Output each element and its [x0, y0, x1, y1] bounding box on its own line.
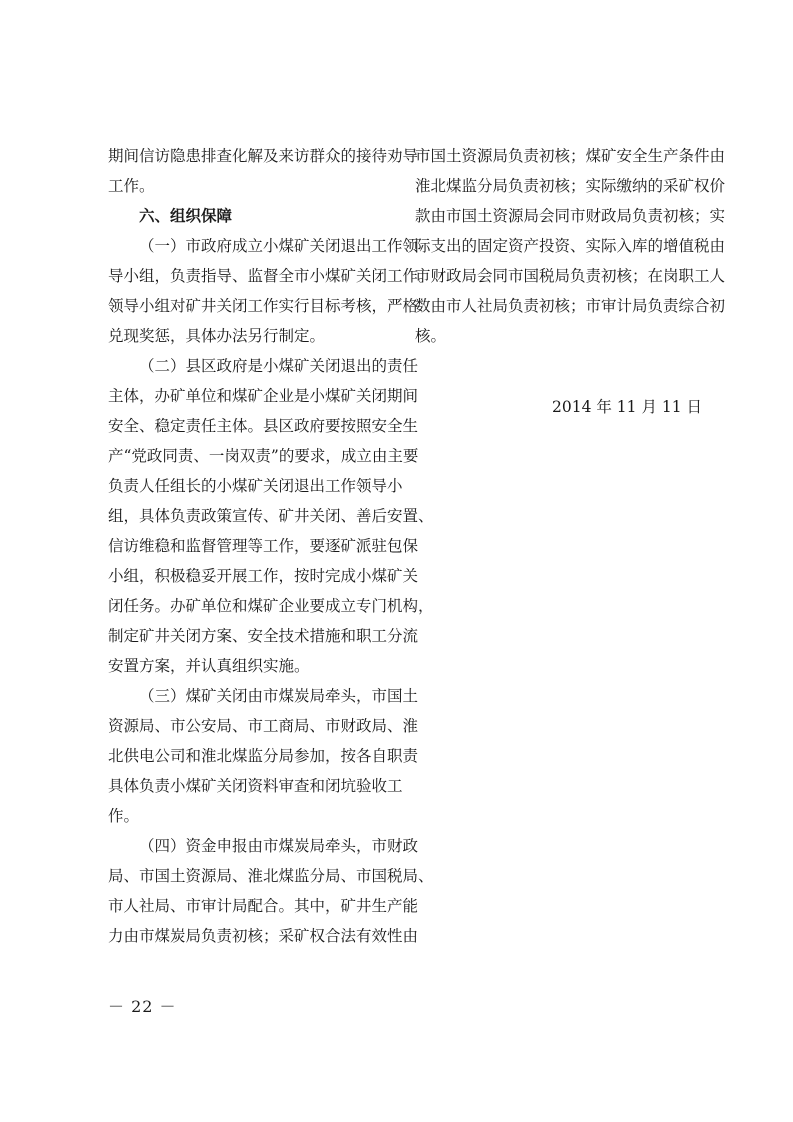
body-line: 负责人任组长的小煤矿关闭退出工作领导小: [108, 477, 403, 495]
body-line: 款由市国土资源局会同市财政局负责初核；实: [415, 207, 726, 225]
body-line: 北供电公司和淮北煤监分局参加，按各自职责: [108, 747, 419, 765]
body-line: 安置方案，并认真组织实施。: [108, 657, 310, 675]
body-line: 领导小组对矿井关闭工作实行目标考核，严格: [108, 297, 419, 315]
body-line: 工作。: [108, 177, 155, 195]
body-line: 小组，积极稳妥开展工作，按时完成小煤矿关: [108, 567, 419, 585]
body-line: 市国土资源局负责初核；煤矿安全生产条件由: [415, 147, 726, 165]
body-line: 导小组，负责指导、监督全市小煤矿关闭工作。: [108, 267, 434, 285]
document-date: 2014 年 11 月 11 日: [552, 398, 703, 416]
body-line: 兑现奖惩，具体办法另行制定。: [108, 327, 326, 345]
body-line: 产“党政同责、一岗双责”的要求，成立由主要: [108, 447, 419, 465]
right-column: [415, 141, 726, 351]
body-line: 力由市煤炭局负责初核；采矿权合法有效性由: [108, 927, 419, 945]
body-line: 主体，办矿单位和煤矿企业是小煤矿关闭期间: [108, 387, 419, 405]
body-line: 局、市国土资源局、淮北煤监分局、市国税局、: [108, 867, 434, 885]
body-line: 闭任务。办矿单位和煤矿企业要成立专门机构，: [108, 597, 434, 615]
body-line: 安全、稳定责任主体。县区政府要按照安全生: [108, 417, 419, 435]
paragraph-start: （四）资金申报由市煤炭局牵头，市财政: [139, 837, 419, 855]
body-line: 制定矿井关闭方案、安全技术措施和职工分流: [108, 627, 419, 645]
paragraph-start: （三）煤矿关闭由市煤炭局牵头，市国土: [139, 687, 419, 705]
body-line: 组，具体负责政策宣传、矿井关闭、善后安置、: [108, 507, 434, 525]
body-line: 市财政局会同市国税局负责初核；在岗职工人: [415, 267, 726, 285]
page-number: － 22 －: [108, 997, 177, 1016]
body-line: 淮北煤监分局负责初核；实际缴纳的采矿权价: [415, 177, 726, 195]
left-column: [108, 141, 434, 951]
body-line: 核。: [415, 327, 447, 345]
paragraph-start: （二）县区政府是小煤矿关闭退出的责任: [139, 357, 419, 375]
body-line: 资源局、市公安局、市工商局、市财政局、淮: [108, 717, 419, 735]
body-line: 际支出的固定资产投资、实际入库的增值税由: [415, 237, 726, 255]
body-line: 数由市人社局负责初核；市审计局负责综合初: [415, 297, 726, 315]
paragraph-start: （一）市政府成立小煤矿关闭退出工作领: [139, 237, 419, 255]
body-line: 作。: [108, 807, 140, 825]
body-line: 具体负责小煤矿关闭资料审查和闭坑验收工: [108, 777, 403, 795]
section-heading: 六、组织保障: [139, 206, 233, 225]
body-line: 信访维稳和监督管理等工作，要逐矿派驻包保: [108, 537, 419, 555]
body-line: 市人社局、市审计局配合。其中，矿井生产能: [108, 897, 419, 915]
body-line: 期间信访隐患排查化解及来访群众的接待劝导: [108, 147, 419, 165]
